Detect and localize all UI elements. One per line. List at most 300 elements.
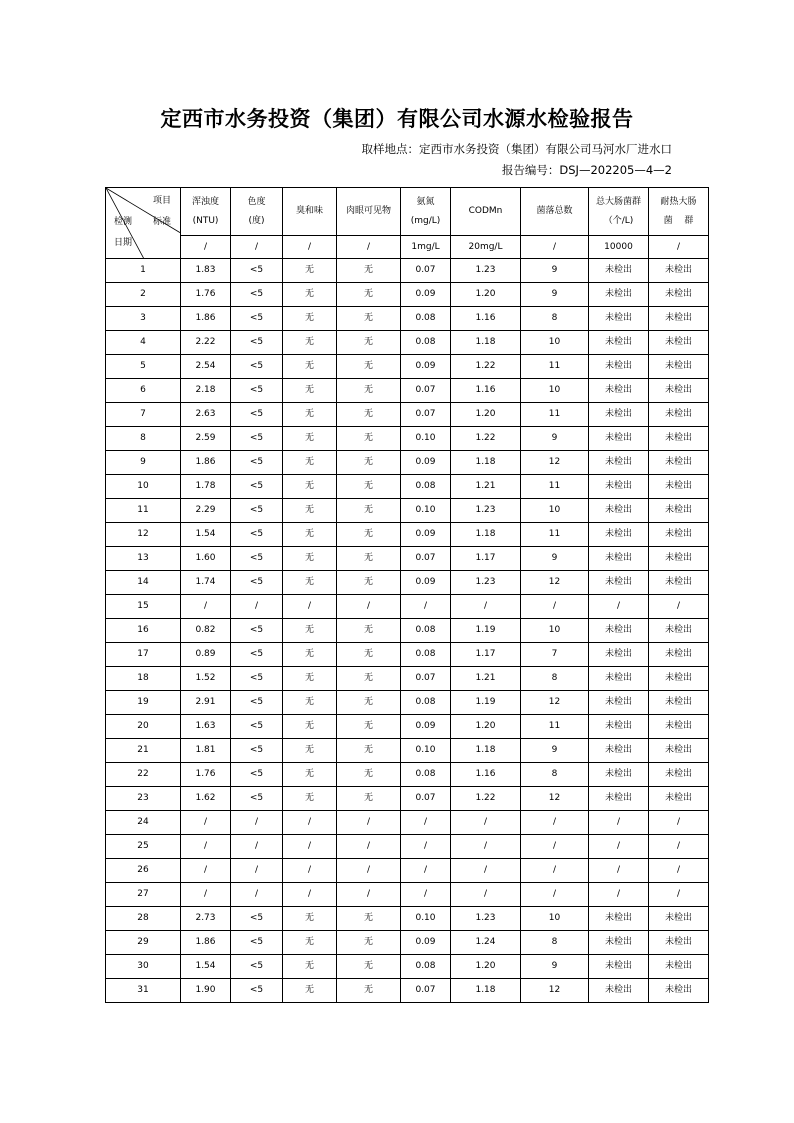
date-cell: 10 — [106, 475, 181, 499]
column-header-unit: (mg/L) — [410, 215, 441, 226]
value-cell: <5 — [231, 955, 283, 979]
value-cell: 无 — [283, 691, 337, 715]
value-cell: / — [337, 859, 401, 883]
value-cell: 1.90 — [181, 979, 231, 1003]
value-cell: / — [521, 595, 589, 619]
value-cell: 未检出 — [589, 955, 649, 979]
value-cell: / — [521, 811, 589, 835]
value-cell: / — [649, 595, 709, 619]
column-header-name: 耐热大肠 — [660, 197, 697, 208]
value-cell: 无 — [283, 427, 337, 451]
value-cell: 未检出 — [589, 355, 649, 379]
value-cell: / — [337, 835, 401, 859]
value-cell: 10 — [521, 379, 589, 403]
corner-detect-label: 检测 — [114, 217, 133, 227]
value-cell: / — [589, 835, 649, 859]
value-cell: 未检出 — [589, 379, 649, 403]
value-cell: 2.59 — [181, 427, 231, 451]
table-row — [106, 331, 709, 355]
column-header: 肉眼可见物 — [337, 188, 401, 236]
diagonal-header-cell — [106, 188, 181, 259]
value-cell: 1.19 — [451, 619, 521, 643]
value-cell: 无 — [283, 355, 337, 379]
value-cell: 2.91 — [181, 691, 231, 715]
date-cell: 28 — [106, 907, 181, 931]
value-cell: 0.09 — [401, 931, 451, 955]
column-header-unit: (NTU) — [192, 215, 219, 226]
table-row — [106, 907, 709, 931]
corner-standard-label: 标准 — [152, 217, 171, 227]
value-cell: 无 — [337, 475, 401, 499]
value-cell: 无 — [283, 403, 337, 427]
value-cell: / — [337, 595, 401, 619]
value-cell: 1.20 — [451, 955, 521, 979]
value-cell: / — [231, 883, 283, 907]
value-cell: / — [401, 835, 451, 859]
value-cell: <5 — [231, 571, 283, 595]
value-cell: 未检出 — [589, 307, 649, 331]
value-cell: 0.09 — [401, 451, 451, 475]
value-cell: 未检出 — [649, 931, 709, 955]
value-cell: 1.18 — [451, 979, 521, 1003]
value-cell: 2.54 — [181, 355, 231, 379]
value-cell: 无 — [337, 907, 401, 931]
value-cell: 无 — [337, 763, 401, 787]
value-cell: 未检出 — [649, 427, 709, 451]
value-cell: 11 — [521, 523, 589, 547]
value-cell: 无 — [337, 283, 401, 307]
value-cell: 未检出 — [589, 499, 649, 523]
value-cell: <5 — [231, 523, 283, 547]
value-cell: 无 — [337, 619, 401, 643]
header-row — [106, 188, 709, 236]
value-cell: 未检出 — [649, 667, 709, 691]
value-cell: 未检出 — [589, 643, 649, 667]
value-cell: 10 — [521, 331, 589, 355]
value-cell: 未检出 — [649, 355, 709, 379]
table-row — [106, 619, 709, 643]
table-row — [106, 715, 709, 739]
standard-cell: / — [649, 236, 709, 259]
table-row — [106, 883, 709, 907]
value-cell: / — [231, 835, 283, 859]
date-cell: 16 — [106, 619, 181, 643]
value-cell: 无 — [283, 331, 337, 355]
value-cell: / — [649, 835, 709, 859]
corner-item-label: 项目 — [152, 196, 171, 206]
value-cell: / — [181, 883, 231, 907]
value-cell: 10 — [521, 499, 589, 523]
value-cell: 1.54 — [181, 523, 231, 547]
value-cell: 1.54 — [181, 955, 231, 979]
value-cell: 无 — [283, 907, 337, 931]
value-cell: 1.74 — [181, 571, 231, 595]
value-cell: 1.83 — [181, 259, 231, 283]
value-cell: / — [231, 859, 283, 883]
value-cell: 未检出 — [649, 643, 709, 667]
value-cell: 0.10 — [401, 739, 451, 763]
column-header: 菌落总数 — [521, 188, 589, 236]
date-cell: 5 — [106, 355, 181, 379]
value-cell: 0.10 — [401, 907, 451, 931]
value-cell: 无 — [337, 499, 401, 523]
value-cell: 9 — [521, 739, 589, 763]
value-cell: 无 — [337, 523, 401, 547]
value-cell: 12 — [521, 691, 589, 715]
table-row — [106, 547, 709, 571]
value-cell: / — [589, 883, 649, 907]
value-cell: 无 — [283, 955, 337, 979]
value-cell: <5 — [231, 355, 283, 379]
value-cell: <5 — [231, 403, 283, 427]
value-cell: 无 — [337, 955, 401, 979]
table-row — [106, 667, 709, 691]
value-cell: <5 — [231, 259, 283, 283]
standard-cell: 20mg/L — [451, 236, 521, 259]
value-cell: 无 — [337, 571, 401, 595]
value-cell: 1.18 — [451, 451, 521, 475]
value-cell: 7 — [521, 643, 589, 667]
value-cell: 0.08 — [401, 643, 451, 667]
value-cell: <5 — [231, 643, 283, 667]
value-cell: 无 — [283, 307, 337, 331]
value-cell: 无 — [283, 667, 337, 691]
value-cell: 无 — [283, 475, 337, 499]
value-cell: 未检出 — [589, 523, 649, 547]
value-cell: <5 — [231, 979, 283, 1003]
date-cell: 3 — [106, 307, 181, 331]
value-cell: / — [649, 811, 709, 835]
table-row — [106, 979, 709, 1003]
value-cell: / — [401, 595, 451, 619]
value-cell: 无 — [283, 787, 337, 811]
value-cell: 9 — [521, 955, 589, 979]
value-cell: 未检出 — [589, 619, 649, 643]
date-cell: 30 — [106, 955, 181, 979]
date-cell: 21 — [106, 739, 181, 763]
value-cell: 0.07 — [401, 403, 451, 427]
column-header-unit: (度) — [248, 215, 265, 226]
value-cell: 1.19 — [451, 691, 521, 715]
value-cell: 未检出 — [649, 283, 709, 307]
table-row — [106, 307, 709, 331]
value-cell: 0.07 — [401, 379, 451, 403]
value-cell: 1.22 — [451, 787, 521, 811]
column-header-name: 色度 — [247, 197, 266, 208]
value-cell: 8 — [521, 763, 589, 787]
date-cell: 23 — [106, 787, 181, 811]
value-cell: 未检出 — [649, 499, 709, 523]
value-cell: 0.08 — [401, 763, 451, 787]
column-header-name: 总大肠菌群 — [595, 197, 641, 208]
value-cell: 未检出 — [649, 739, 709, 763]
value-cell: 无 — [283, 451, 337, 475]
value-cell: 未检出 — [589, 715, 649, 739]
value-cell: / — [451, 859, 521, 883]
value-cell: 未检出 — [649, 475, 709, 499]
value-cell: 12 — [521, 571, 589, 595]
value-cell: 8 — [521, 307, 589, 331]
value-cell: 无 — [283, 619, 337, 643]
value-cell: 0.09 — [401, 523, 451, 547]
table-row — [106, 595, 709, 619]
value-cell: 0.07 — [401, 667, 451, 691]
value-cell: 未检出 — [589, 739, 649, 763]
column-header-name: 浑浊度 — [191, 197, 219, 208]
value-cell: / — [231, 811, 283, 835]
value-cell: 2.29 — [181, 499, 231, 523]
value-cell: 10 — [521, 619, 589, 643]
value-cell: 未检出 — [649, 763, 709, 787]
value-cell: / — [521, 883, 589, 907]
value-cell: 1.21 — [451, 667, 521, 691]
value-cell: 无 — [337, 691, 401, 715]
value-cell: 0.09 — [401, 355, 451, 379]
date-cell: 20 — [106, 715, 181, 739]
value-cell: 1.24 — [451, 931, 521, 955]
value-cell: 0.10 — [401, 427, 451, 451]
date-cell: 7 — [106, 403, 181, 427]
value-cell: 未检出 — [649, 691, 709, 715]
value-cell: 未检出 — [589, 259, 649, 283]
value-cell: / — [451, 811, 521, 835]
value-cell: / — [181, 835, 231, 859]
value-cell: <5 — [231, 715, 283, 739]
value-cell: 无 — [337, 787, 401, 811]
date-cell: 25 — [106, 835, 181, 859]
value-cell: 无 — [283, 499, 337, 523]
value-cell: 12 — [521, 979, 589, 1003]
value-cell: 无 — [337, 739, 401, 763]
value-cell: 1.17 — [451, 547, 521, 571]
value-cell: 无 — [283, 979, 337, 1003]
value-cell: <5 — [231, 427, 283, 451]
value-cell: / — [589, 859, 649, 883]
value-cell: 无 — [337, 355, 401, 379]
value-cell: 无 — [337, 451, 401, 475]
value-cell: 11 — [521, 355, 589, 379]
date-cell: 4 — [106, 331, 181, 355]
value-cell: 未检出 — [589, 331, 649, 355]
standard-row — [106, 236, 709, 259]
value-cell: 2.73 — [181, 907, 231, 931]
value-cell: / — [649, 859, 709, 883]
value-cell: / — [283, 883, 337, 907]
value-cell: 1.20 — [451, 283, 521, 307]
value-cell: / — [337, 883, 401, 907]
sampling-location: 取样地点：定西市水务投资（集团）有限公司马河水厂进水口 — [361, 142, 672, 156]
value-cell: 1.16 — [451, 379, 521, 403]
value-cell: 未检出 — [589, 787, 649, 811]
value-cell: 0.08 — [401, 307, 451, 331]
value-cell: / — [521, 859, 589, 883]
value-cell: 未检出 — [649, 379, 709, 403]
date-cell: 18 — [106, 667, 181, 691]
value-cell: 12 — [521, 451, 589, 475]
table-row — [106, 499, 709, 523]
value-cell: 9 — [521, 547, 589, 571]
value-cell: / — [181, 859, 231, 883]
column-header — [231, 188, 283, 236]
date-cell: 29 — [106, 931, 181, 955]
value-cell: 2.63 — [181, 403, 231, 427]
value-cell: 1.52 — [181, 667, 231, 691]
value-cell: 1.22 — [451, 427, 521, 451]
value-cell: 无 — [337, 307, 401, 331]
value-cell: 10 — [521, 907, 589, 931]
value-cell: <5 — [231, 451, 283, 475]
value-cell: 未检出 — [649, 955, 709, 979]
value-cell: 未检出 — [589, 475, 649, 499]
value-cell: 1.22 — [451, 355, 521, 379]
value-cell: / — [283, 835, 337, 859]
value-cell: <5 — [231, 763, 283, 787]
table-row — [106, 835, 709, 859]
value-cell: <5 — [231, 667, 283, 691]
column-header — [401, 188, 451, 236]
standard-cell: / — [521, 236, 589, 259]
value-cell: 0.08 — [401, 691, 451, 715]
value-cell: 无 — [337, 715, 401, 739]
value-cell: / — [589, 595, 649, 619]
value-cell: 未检出 — [649, 787, 709, 811]
date-cell: 24 — [106, 811, 181, 835]
value-cell: 0.07 — [401, 787, 451, 811]
value-cell: <5 — [231, 787, 283, 811]
value-cell: 无 — [283, 643, 337, 667]
date-cell: 22 — [106, 763, 181, 787]
value-cell: 1.21 — [451, 475, 521, 499]
date-cell: 6 — [106, 379, 181, 403]
value-cell: / — [451, 835, 521, 859]
value-cell: / — [589, 811, 649, 835]
table-row — [106, 259, 709, 283]
column-header-name: 氨氮 — [416, 197, 435, 208]
value-cell: 1.23 — [451, 259, 521, 283]
table-row — [106, 643, 709, 667]
value-cell: 无 — [283, 739, 337, 763]
value-cell: 0.09 — [401, 283, 451, 307]
table-row — [106, 379, 709, 403]
value-cell: 未检出 — [589, 427, 649, 451]
value-cell: 未检出 — [589, 547, 649, 571]
table-row — [106, 691, 709, 715]
value-cell: <5 — [231, 691, 283, 715]
value-cell: 1.63 — [181, 715, 231, 739]
table-row — [106, 931, 709, 955]
column-header — [649, 188, 709, 236]
value-cell: 未检出 — [649, 715, 709, 739]
date-cell: 2 — [106, 283, 181, 307]
standard-cell: / — [283, 236, 337, 259]
value-cell: 0.07 — [401, 259, 451, 283]
column-header: 臭和味 — [283, 188, 337, 236]
value-cell: 1.78 — [181, 475, 231, 499]
value-cell: 0.08 — [401, 955, 451, 979]
value-cell: 1.20 — [451, 715, 521, 739]
value-cell: / — [451, 883, 521, 907]
value-cell: <5 — [231, 331, 283, 355]
value-cell: / — [401, 859, 451, 883]
value-cell: / — [283, 859, 337, 883]
value-cell: 0.09 — [401, 571, 451, 595]
value-cell: 1.81 — [181, 739, 231, 763]
column-header — [181, 188, 231, 236]
value-cell: 无 — [283, 571, 337, 595]
column-header-unit: （个/L) — [603, 215, 634, 226]
value-cell: <5 — [231, 739, 283, 763]
value-cell: 未检出 — [589, 763, 649, 787]
value-cell: <5 — [231, 379, 283, 403]
value-cell: 无 — [283, 283, 337, 307]
value-cell: 1.76 — [181, 283, 231, 307]
value-cell: 1.16 — [451, 763, 521, 787]
date-cell: 12 — [106, 523, 181, 547]
value-cell: 未检出 — [649, 619, 709, 643]
column-header: CODMn — [451, 188, 521, 236]
value-cell: 0.82 — [181, 619, 231, 643]
value-cell: / — [231, 595, 283, 619]
date-cell: 15 — [106, 595, 181, 619]
date-cell: 31 — [106, 979, 181, 1003]
value-cell: 0.08 — [401, 619, 451, 643]
value-cell: 9 — [521, 283, 589, 307]
standard-cell: / — [231, 236, 283, 259]
value-cell: 0.89 — [181, 643, 231, 667]
value-cell: 无 — [283, 715, 337, 739]
value-cell: <5 — [231, 547, 283, 571]
value-cell: 1.18 — [451, 523, 521, 547]
date-cell: 14 — [106, 571, 181, 595]
value-cell: 无 — [337, 331, 401, 355]
value-cell: 8 — [521, 667, 589, 691]
value-cell: 8 — [521, 931, 589, 955]
value-cell: 11 — [521, 715, 589, 739]
value-cell: 1.62 — [181, 787, 231, 811]
date-cell: 17 — [106, 643, 181, 667]
value-cell: / — [181, 811, 231, 835]
value-cell: 未检出 — [649, 259, 709, 283]
value-cell: 未检出 — [649, 571, 709, 595]
table-row — [106, 787, 709, 811]
table-row — [106, 475, 709, 499]
date-cell: 1 — [106, 259, 181, 283]
date-cell: 27 — [106, 883, 181, 907]
value-cell: 1.76 — [181, 763, 231, 787]
value-cell: 未检出 — [649, 307, 709, 331]
value-cell: 无 — [283, 763, 337, 787]
value-cell: 未检出 — [589, 451, 649, 475]
standard-cell: / — [337, 236, 401, 259]
value-cell: / — [283, 811, 337, 835]
value-cell: 无 — [337, 547, 401, 571]
report-number: 报告编号：DSJ—202205—4—2 — [501, 163, 672, 177]
value-cell: 0.08 — [401, 331, 451, 355]
value-cell: 未检出 — [649, 907, 709, 931]
value-cell: 未检出 — [589, 907, 649, 931]
value-cell: 无 — [337, 403, 401, 427]
value-cell: 无 — [283, 259, 337, 283]
water-quality-table — [105, 187, 709, 1003]
table-row — [106, 427, 709, 451]
table-row — [106, 811, 709, 835]
value-cell: / — [337, 811, 401, 835]
table-row — [106, 403, 709, 427]
value-cell: 未检出 — [589, 931, 649, 955]
table-row — [106, 355, 709, 379]
value-cell: 1.23 — [451, 907, 521, 931]
value-cell: 未检出 — [649, 523, 709, 547]
